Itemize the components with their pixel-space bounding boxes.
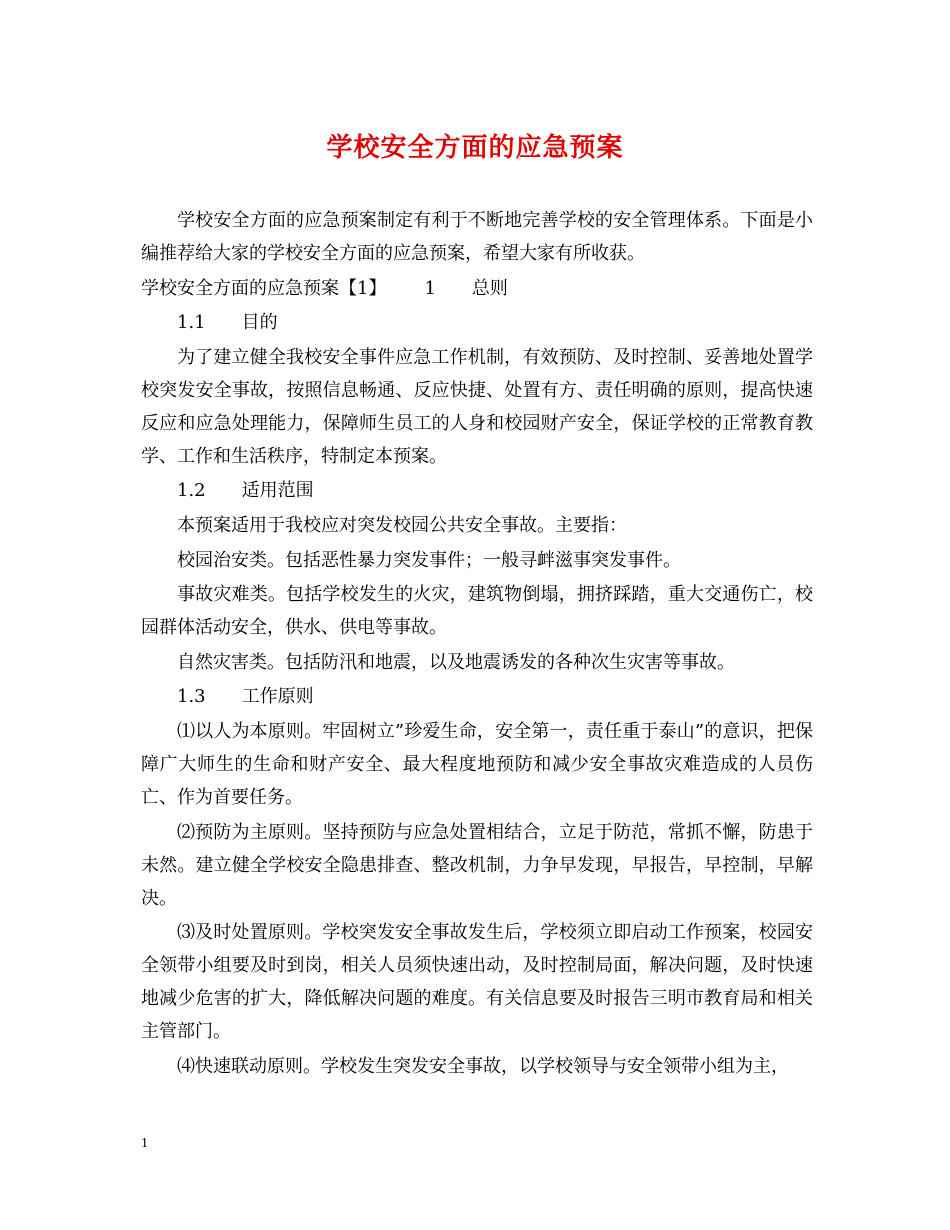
subsection-title: 目的 bbox=[241, 312, 278, 334]
principle-paragraph-2: ⑵预防为主原则。坚持预防与应急处置相结合，立足于防范，常抓不懈，防患于未然。建立健全学校安全隐患排查、整改机制，力争早发现，早报告，早控制，早解决。 bbox=[141, 821, 813, 909]
subsection-title: 适用范围 bbox=[241, 480, 314, 502]
subsection-number: 1.2 bbox=[177, 480, 206, 502]
subsection-heading-1-1 bbox=[141, 306, 813, 339]
section-number: 1 bbox=[424, 277, 436, 299]
subsection-number: 1.3 bbox=[177, 686, 206, 708]
subsection-heading-1-2 bbox=[141, 474, 813, 507]
section-heading: 总则 bbox=[471, 277, 508, 299]
page-number: 1 bbox=[141, 1136, 148, 1151]
subsection-heading-1-3 bbox=[141, 680, 813, 713]
document-title: 学校安全方面的应急预案 bbox=[326, 133, 624, 163]
principle-paragraph-1: ⑴以人为本原则。牢固树立”珍爱生命，安全第一，责任重于泰山”的意识，把保障广大师生的生命和财产安全、最大程度地预防和减少安全事故灾难造成的人员伤亡、作为首要任务。 bbox=[141, 720, 813, 808]
intro-paragraph: 学校安全方面的应急预案制定有利于不断地完善学校的安全管理体系。下面是小编推荐给大家的学校安全方面的应急预案，希望大家有所收获。 bbox=[141, 210, 813, 264]
scope-paragraph: 本预案适用于我校应对突发校园公共安全事故。主要指： bbox=[177, 514, 627, 536]
natural-disaster-paragraph: 自然灾害类。包括防汛和地震，以及地震诱发的各种次生灾害等事故。 bbox=[177, 651, 735, 673]
principle-paragraph-4: ⑷快速联动原则。学校发生突发安全事故，以学校领导与安全领带小组为主， bbox=[177, 1055, 789, 1077]
accident-paragraph: 事故灾难类。包括学校发生的火灾，建筑物倒塌，拥挤踩踏，重大交通伤亡，校园群体活动安全，供水、供电等事故。 bbox=[141, 584, 813, 639]
purpose-paragraph: 为了建立健全我校安全事件应急工作机制，有效预防、及时控制、妥善地处置学校突发安全事故，按照信息畅通、反应快捷、处置有方、责任明确的原则，提高快速反应和应急处理能力，保障师生员工的人身和校园财产安全，保证学校的正常教育教学、工作和生活秩序，特制定本预案。 bbox=[141, 346, 813, 467]
security-paragraph: 校园治安类。包括恶性暴力突发事件；一般寻衅滋事突发事件。 bbox=[177, 549, 681, 571]
section-label: 学校安全方面的应急预案【1】 bbox=[141, 277, 387, 299]
section-line bbox=[141, 272, 813, 305]
principle-paragraph-3: ⑶及时处置原则。学校突发安全事故发生后，学校须立即启动工作预案，校园安全领带小组要及时到岗，相关人员须快速出动，及时控制局面，解决问题，及时快速地减少危害的扩大，降低解决问题的难度。有关信息要及时报告三明市教育局和相关主管部门。 bbox=[141, 922, 813, 1043]
subsection-number: 1.1 bbox=[177, 312, 206, 334]
subsection-title: 工作原则 bbox=[241, 686, 314, 708]
document-body bbox=[141, 204, 813, 1084]
